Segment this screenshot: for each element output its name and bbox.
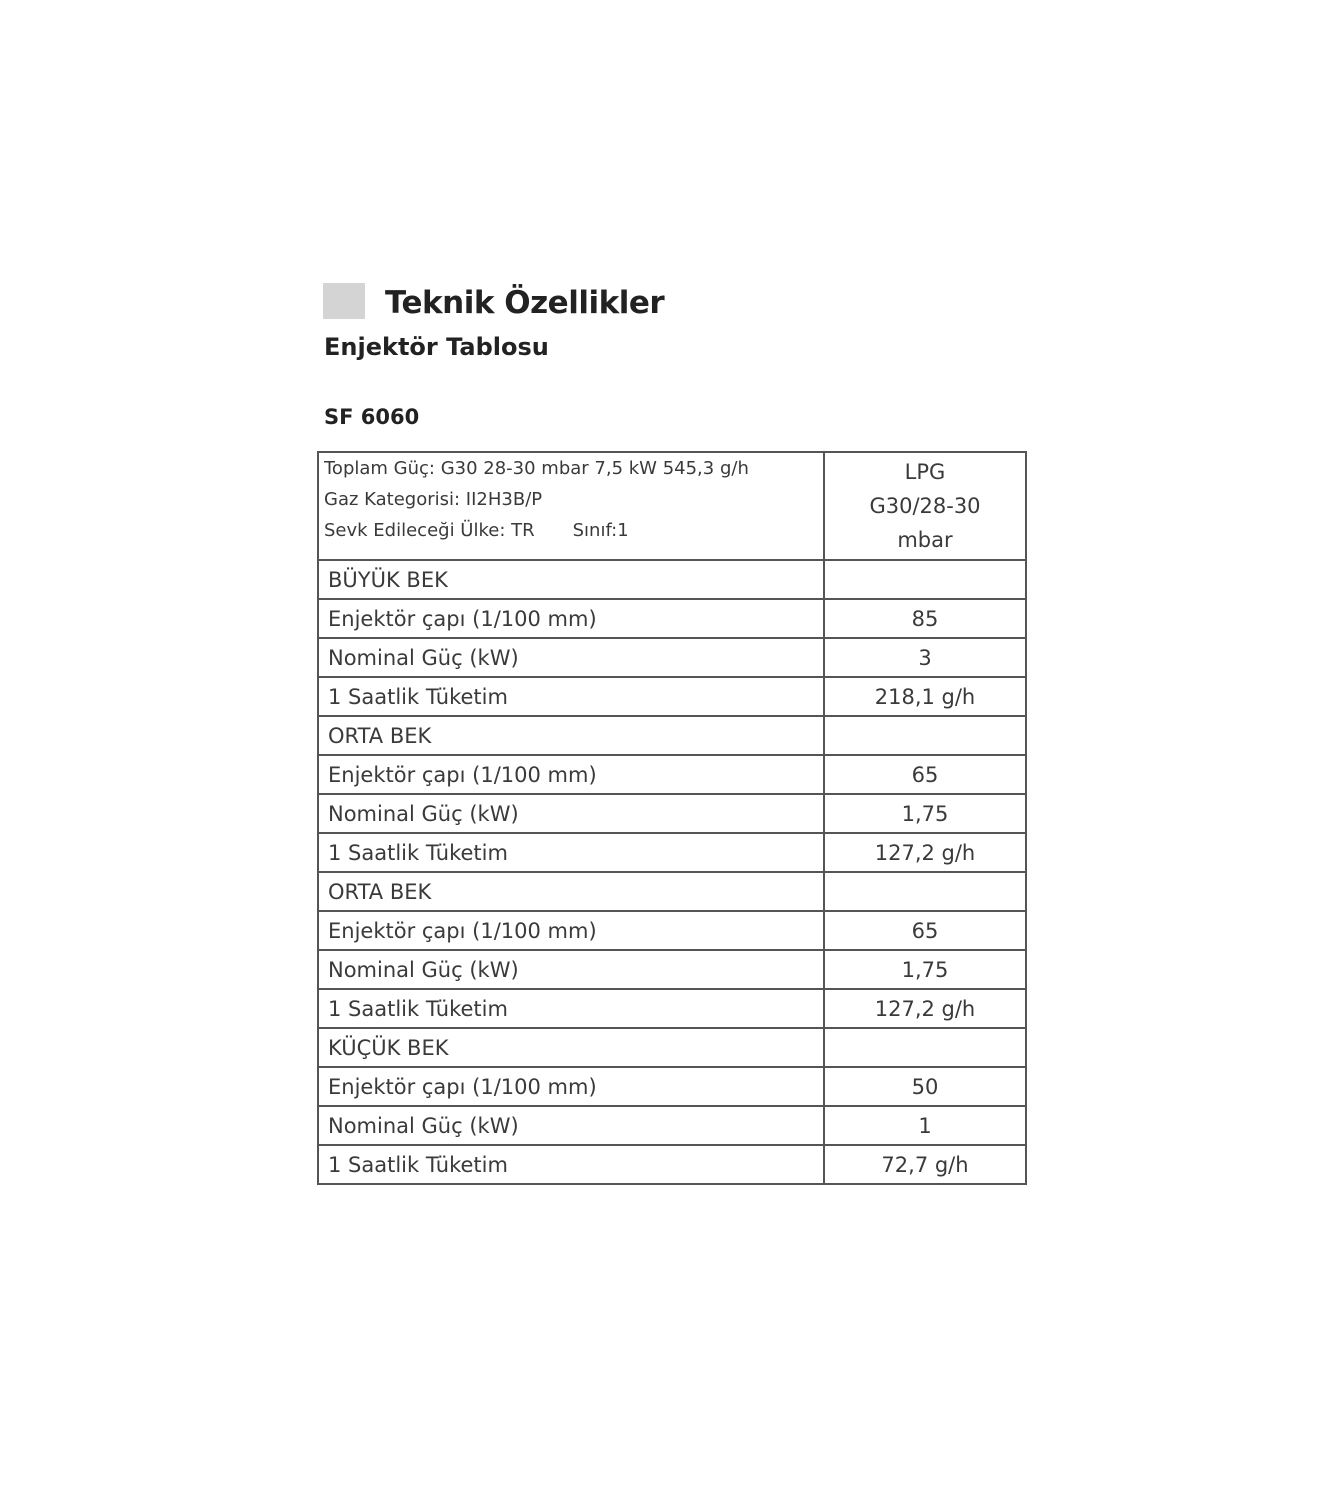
gas-type-text: LPG xyxy=(904,460,946,484)
row-label: ORTA BEK xyxy=(318,716,824,755)
row-value: 72,7 g/h xyxy=(824,1145,1026,1184)
row-label: Enjektör çapı (1/100 mm) xyxy=(318,599,824,638)
title-marker xyxy=(323,283,365,319)
gas-category-text: Gaz Kategorisi: II2H3B/P xyxy=(324,489,543,510)
row-label: 1 Saatlik Tüketim xyxy=(318,1145,824,1184)
total-power-text: Toplam Güç: G30 28-30 mbar 7,5 kW 545,3 g/h xyxy=(324,458,749,479)
row-label: BÜYÜK BEK xyxy=(318,560,824,599)
row-value xyxy=(824,872,1026,911)
row-value: 127,2 g/h xyxy=(824,989,1026,1028)
row-label: 1 Saatlik Tüketim xyxy=(318,833,824,872)
row-label: Enjektör çapı (1/100 mm) xyxy=(318,911,824,950)
row-value: 1,75 xyxy=(824,794,1026,833)
row-label: Nominal Güç (kW) xyxy=(318,638,824,677)
row-value: 1 xyxy=(824,1106,1026,1145)
table-row xyxy=(318,833,1026,872)
table-row xyxy=(318,638,1026,677)
table-row xyxy=(318,989,1026,1028)
row-value: 127,2 g/h xyxy=(824,833,1026,872)
country-text: Sevk Edileceği Ülke: TR xyxy=(324,520,535,541)
row-label: 1 Saatlik Tüketim xyxy=(318,989,824,1028)
table-row xyxy=(318,599,1026,638)
table-row xyxy=(318,755,1026,794)
model-code: SF 6060 xyxy=(324,405,420,429)
row-value: 65 xyxy=(824,755,1026,794)
row-label: Nominal Güç (kW) xyxy=(318,950,824,989)
row-value xyxy=(824,1028,1026,1067)
table-header-row xyxy=(318,452,1026,560)
row-label: Nominal Güç (kW) xyxy=(318,794,824,833)
table-row xyxy=(318,1067,1026,1106)
gas-pressure-text: G30/28-30 xyxy=(869,494,981,518)
table-row xyxy=(318,872,1026,911)
table-row xyxy=(318,1028,1026,1067)
table-row xyxy=(318,677,1026,716)
page-subtitle: Enjektör Tablosu xyxy=(324,333,549,361)
row-label: ORTA BEK xyxy=(318,872,824,911)
row-value: 1,75 xyxy=(824,950,1026,989)
table-row xyxy=(318,794,1026,833)
row-value: 218,1 g/h xyxy=(824,677,1026,716)
table-row xyxy=(318,911,1026,950)
row-label: Nominal Güç (kW) xyxy=(318,1106,824,1145)
row-value: 50 xyxy=(824,1067,1026,1106)
gas-unit-text: mbar xyxy=(897,528,953,552)
row-value: 85 xyxy=(824,599,1026,638)
gas-type-cell xyxy=(824,452,1026,560)
row-value: 65 xyxy=(824,911,1026,950)
row-value xyxy=(824,716,1026,755)
gas-info-cell xyxy=(318,452,824,560)
table-row xyxy=(318,950,1026,989)
injector-table xyxy=(317,451,1027,1185)
country-class-line xyxy=(324,515,823,546)
class-text: Sınıf:1 xyxy=(572,520,629,541)
row-value: 3 xyxy=(824,638,1026,677)
table-row xyxy=(318,1145,1026,1184)
table-row xyxy=(318,560,1026,599)
table-row xyxy=(318,1106,1026,1145)
row-label: Enjektör çapı (1/100 mm) xyxy=(318,755,824,794)
row-value xyxy=(824,560,1026,599)
row-label: KÜÇÜK BEK xyxy=(318,1028,824,1067)
page-title: Teknik Özellikler xyxy=(385,285,665,321)
table-row xyxy=(318,716,1026,755)
row-label: 1 Saatlik Tüketim xyxy=(318,677,824,716)
row-label: Enjektör çapı (1/100 mm) xyxy=(318,1067,824,1106)
